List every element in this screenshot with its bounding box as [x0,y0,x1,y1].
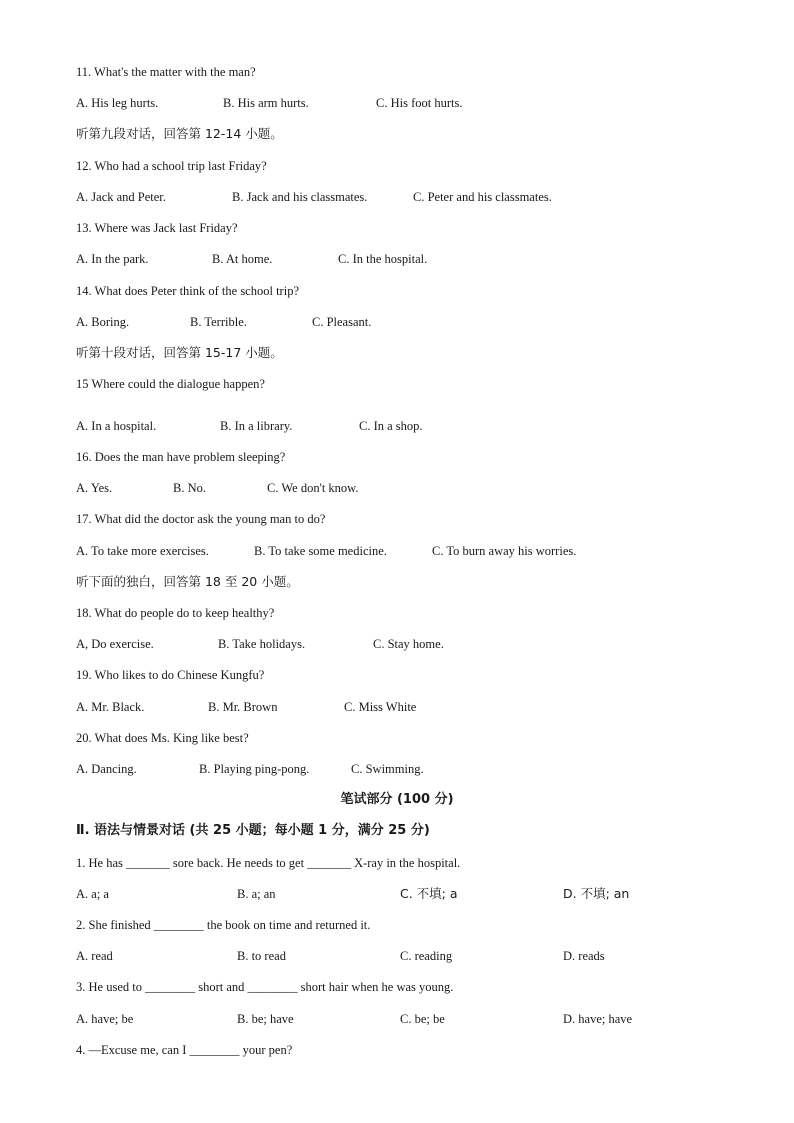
written-section-title: 笔试部分 (100 分) [340,792,454,807]
option-19c: C. Miss White [344,700,417,714]
option-20b: B. Playing ping-pong. [199,762,310,776]
question-19: 19. Who likes to do Chinese Kungfu? [76,668,265,682]
option-12a: A. Jack and Peter. [76,190,166,204]
option-g2a: A. read [76,949,113,963]
option-11c: C. His foot hurts. [376,96,463,110]
option-14b: B. Terrible. [190,315,247,329]
option-18c: C. Stay home. [373,637,444,651]
option-14a: A. Boring. [76,315,130,329]
option-12c: C. Peter and his classmates. [413,190,552,204]
option-11a: A. His leg hurts. [76,96,159,110]
option-19b: B. Mr. Brown [208,700,278,714]
question-11: 11. What's the matter with the man? [76,65,256,79]
option-g1d: D. 不填; an [563,886,630,901]
question-15: 15 Where could the dialogue happen? [76,377,265,391]
option-13b: B. At home. [212,252,273,266]
option-15c: C. In a shop. [359,419,423,433]
grammar-question-1: 1. He has _______ sore back. He needs to get _______ X-ray in the hospital. [76,856,461,870]
question-16: 16. Does the man have problem sleeping? [76,450,286,464]
option-17a: A. To take more exercises. [76,544,209,558]
option-g1c: C. 不填; a [400,886,458,901]
option-12b: B. Jack and his classmates. [232,190,368,204]
grammar-question-4: 4. —Excuse me, can I ________ your pen? [76,1043,293,1057]
part-2-title: Ⅱ. 语法与情景对话 (共 25 小题；每小题 1 分，满分 25 分) [76,823,430,838]
option-g2c: C. reading [400,949,453,963]
option-g3b: B. be; have [237,1012,294,1026]
option-g2d: D. reads [563,949,605,963]
question-12: 12. Who had a school trip last Friday? [76,159,267,173]
option-17b: B. To take some medicine. [254,544,387,558]
question-18: 18. What do people do to keep healthy? [76,606,275,620]
option-17c: C. To burn away his worries. [432,544,577,558]
option-16b: B. No. [173,481,206,495]
section-11-instruction: 听下面的独白，回答第 18 至 20 小题。 [76,574,299,589]
option-g1b: B. a; an [237,887,276,901]
grammar-question-2: 2. She finished ________ the book on time and returned it. [76,918,371,932]
question-17: 17. What did the doctor ask the young man to do? [76,512,326,526]
option-g3a: A. have; be [76,1012,134,1026]
option-18a: A, Do exercise. [76,637,154,651]
option-19a: A. Mr. Black. [76,700,145,714]
option-g1a: A. a; a [76,887,109,901]
option-15b: B. In a library. [220,419,293,433]
option-16c: C. We don't know. [267,481,359,495]
option-20a: A. Dancing. [76,762,137,776]
question-14: 14. What does Peter think of the school trip? [76,284,299,298]
option-20c: C. Swimming. [351,762,424,776]
option-11b: B. His arm hurts. [223,96,309,110]
option-13c: C. In the hospital. [338,252,428,266]
option-g3c: C. be; be [400,1012,445,1026]
section-9-instruction: 听第九段对话，回答第 12-14 小题。 [76,126,283,141]
option-13a: A. In the park. [76,252,149,266]
option-g2b: B. to read [237,949,286,963]
option-18b: B. Take holidays. [218,637,306,651]
question-20: 20. What does Ms. King like best? [76,731,249,745]
option-16a: A. Yes. [76,481,113,495]
option-14c: C. Pleasant. [312,315,372,329]
question-13: 13. Where was Jack last Friday? [76,221,238,235]
grammar-question-3: 3. He used to ________ short and ________ short hair when he was young. [76,980,454,994]
option-15a: A. In a hospital. [76,419,157,433]
section-10-instruction: 听第十段对话，回答第 15-17 小题。 [76,345,283,360]
option-g3d: D. have; have [563,1012,633,1026]
